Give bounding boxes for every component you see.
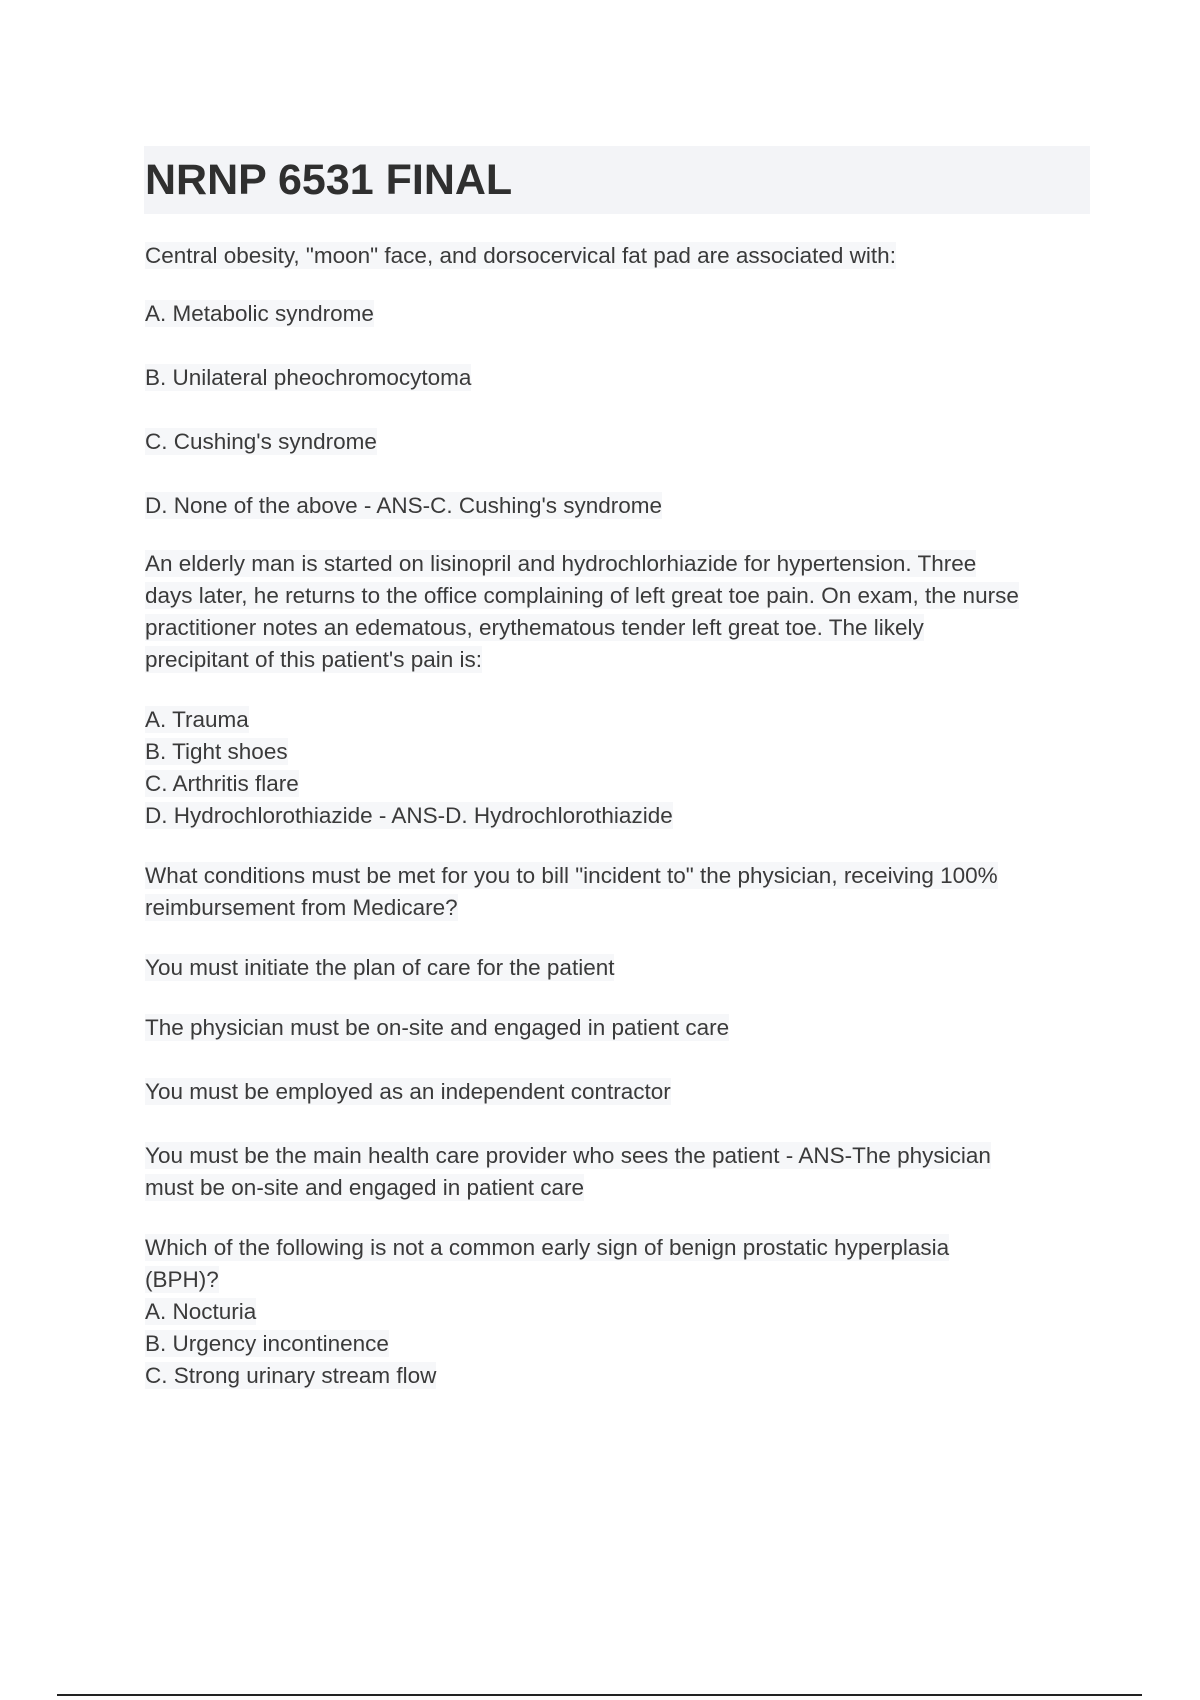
question-3-option-1-text: You must initiate the plan of care for the patient: [145, 955, 615, 980]
question-2-option-b: [145, 736, 1090, 768]
question-1-option-b: [145, 362, 1090, 394]
question-2-stem-line-3-text: practitioner notes an edematous, erythematous tender left great toe. The likely: [145, 615, 924, 640]
question-2-stem-line-2-text: days later, he returns to the office complaining of left great toe pain. On exam, the nurse: [145, 583, 1019, 608]
question-3-option-3: [145, 1076, 1090, 1108]
question-4-option-a-text: A. Nocturia: [145, 1299, 257, 1324]
question-1-option-b-text: B. Unilateral pheochromocytoma: [145, 365, 472, 390]
question-3-option-4-line-2-text: must be on-site and engaged in patient care: [145, 1175, 585, 1200]
question-4: [145, 1232, 1090, 1392]
question-2-stem-line-1: [145, 548, 1090, 580]
page-title: NRNP 6531 FINAL: [145, 155, 513, 204]
question-2: [145, 548, 1090, 832]
question-4-stem-line-2-text: (BPH)?: [145, 1267, 219, 1292]
question-4-option-b-text: B. Urgency incontinence: [145, 1331, 389, 1356]
question-1-stem-text: Central obesity, "moon" face, and dorsocervical fat pad are associated with:: [145, 243, 896, 268]
footer-divider: [57, 1694, 1142, 1696]
question-1-stem: [145, 240, 1090, 272]
question-3-stem-line-1: [145, 860, 1090, 892]
question-1-option-c: [145, 426, 1090, 458]
question-2-option-c: [145, 768, 1090, 800]
question-4-option-c-text: C. Strong urinary stream flow: [145, 1363, 437, 1388]
question-1-option-d-answer: [145, 490, 1090, 522]
question-4-stem-line-2: [145, 1264, 1090, 1296]
question-1-option-d-answer-text: D. None of the above - ANS-C. Cushing's syndrome: [145, 493, 663, 518]
question-2-stem-line-2: [145, 580, 1090, 612]
question-3-stem-line-2: [145, 892, 1090, 924]
question-3-option-4-line-1: [145, 1140, 1090, 1172]
question-2-option-d-answer-text: D. Hydrochlorothiazide - ANS-D. Hydrochlorothiazide: [145, 803, 673, 828]
question-2-option-d-answer: [145, 800, 1090, 832]
question-3-option-2-text: The physician must be on-site and engaged in patient care: [145, 1015, 730, 1040]
question-2-stem-line-3: [145, 612, 1090, 644]
question-2-option-b-text: B. Tight shoes: [145, 739, 288, 764]
question-1-option-a: [145, 298, 1090, 330]
question-3-option-4-line-2: [145, 1172, 1090, 1204]
question-4-option-b: [145, 1328, 1090, 1360]
question-3-option-1: [145, 952, 1090, 984]
question-2-stem-line-4: [145, 644, 1090, 676]
title-block: [144, 146, 1090, 214]
question-4-option-c: [145, 1360, 1090, 1392]
question-1: [145, 240, 1090, 522]
question-3: [145, 860, 1090, 1204]
question-2-stem-line-4-text: precipitant of this patient's pain is:: [145, 647, 482, 672]
question-2-option-c-text: C. Arthritis flare: [145, 771, 299, 796]
question-3-stem-line-2-text: reimbursement from Medicare?: [145, 895, 458, 920]
question-3-stem-line-1-text: What conditions must be met for you to bill "incident to" the physician, receiving 100%: [145, 863, 998, 888]
question-4-stem-line-1: [145, 1232, 1090, 1264]
question-1-option-a-text: A. Metabolic syndrome: [145, 301, 374, 326]
question-3-option-2: [145, 1012, 1090, 1044]
question-1-option-c-text: C. Cushing's syndrome: [145, 429, 377, 454]
question-3-option-3-text: You must be employed as an independent contractor: [145, 1079, 671, 1104]
question-4-option-a: [145, 1296, 1090, 1328]
question-2-option-a: [145, 704, 1090, 736]
question-2-stem-line-1-text: An elderly man is started on lisinopril and hydrochlorhiazide for hypertension. Three: [145, 551, 977, 576]
question-4-stem-line-1-text: Which of the following is not a common early sign of benign prostatic hyperplasia: [145, 1235, 950, 1260]
question-2-option-a-text: A. Trauma: [145, 707, 249, 732]
document-content: [145, 146, 1090, 1392]
question-3-option-4-line-1-text: You must be the main health care provider who sees the patient - ANS-The physician: [145, 1143, 991, 1168]
